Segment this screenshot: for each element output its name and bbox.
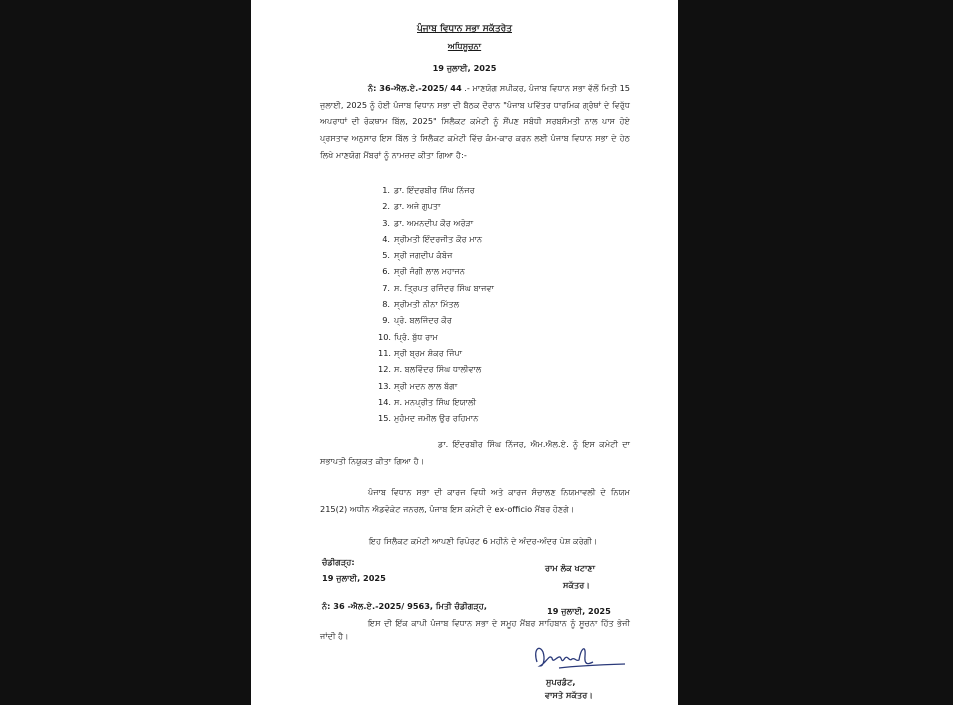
intro-paragraph: [320, 80, 630, 164]
member-item: [378, 231, 494, 247]
member-item: [378, 394, 494, 410]
member-number: 12.: [378, 364, 392, 375]
member-number: 7.: [382, 282, 390, 293]
member-list: [378, 182, 494, 426]
member-name: ਡਾ. ਅਜੇ ਗੁਪਤਾ: [394, 201, 441, 212]
member-name: ਮੁਹੰਮਦ ਜਮੀਲ ਉਰ ਰਹਿਮਾਨ: [394, 413, 479, 424]
member-name: ਪ੍ਰੋ. ਬਲਜਿੰਦਰ ਕੌਰ: [394, 315, 452, 326]
document-title: ਪੰਜਾਬ ਵਿਧਾਨ ਸਭਾ ਸਕੱਤਰੇਤ: [417, 24, 512, 34]
member-item: [378, 247, 494, 263]
document-subtitle: ਅਧਿਸੂਚਨਾ: [447, 41, 482, 51]
member-number: 4.: [382, 233, 390, 244]
member-item: [378, 345, 494, 361]
footer-date: 19 ਜੁਲਾਈ, 2025: [322, 573, 386, 583]
secretary-title: ਸਕੱਤਰ।: [563, 580, 590, 590]
member-item: [378, 296, 494, 312]
member-number: 5.: [382, 250, 390, 261]
member-number: 1.: [382, 185, 390, 195]
member-name: ਡਾ. ਇੰਦਰਬੀਰ ਸਿੰਘ ਨਿੱਜਰ: [394, 185, 475, 195]
member-number: 11.: [378, 347, 392, 358]
member-number: 9.: [382, 315, 390, 326]
member-number: 13.: [378, 380, 392, 391]
member-number: 10.: [378, 331, 392, 342]
place-label: ਚੰਡੀਗੜ੍ਹ:: [322, 557, 355, 567]
member-item: [378, 280, 494, 296]
member-item: [378, 182, 494, 198]
member-item: [378, 329, 494, 345]
report-paragraph: ਇਹ ਸਿਲੈਕਟ ਕਮੇਟੀ ਆਪਣੀ ਰਿਪੋਰਟ 6 ਮਹੀਨੇ ਦੇ ਅੰਦਰ-ਅੰਦਰ ਪੇਸ਼ ਕਰੇਗੀ।: [369, 536, 598, 546]
superintendent-label: ਸੁਪਰਡੰਟ,: [546, 677, 576, 687]
member-item: [378, 263, 494, 279]
member-name: ਸ੍ਰੀ ਬ੍ਰਮ ਸ਼ੰਕਰ ਜਿੰਪਾ: [394, 347, 463, 358]
member-number: 8.: [382, 299, 390, 310]
member-name: ਸ੍ਰੀਮਤੀ ਇੰਦਰਜੀਤ ਕੌਰ ਮਾਨ: [394, 233, 483, 244]
member-item: [378, 410, 494, 426]
member-name: ਸ. ਮਨਪ੍ਰੀਤ ਸਿੰਘ ਇਯਾਲੀ: [394, 396, 477, 407]
member-name: ਸ. ਬਲਵਿੰਦਰ ਸਿੰਘ ਧਾਲੀਵਾਲ: [394, 364, 482, 375]
notification-date: 19 ਜੁਲਾਈ, 2025: [432, 63, 497, 73]
for-secretary-label: ਵਾਸਤੇ ਸਕੱਤਰ।: [545, 690, 593, 700]
member-item: [378, 198, 494, 214]
secretary-name: ਰਾਮ ਲੋਕ ਖਟਾਣਾ: [545, 563, 596, 573]
endorsement-date: 19 ਜੁਲਾਈ, 2025: [547, 606, 611, 616]
member-name: ਸ. ਤ੍ਰਿਪਤ ਰਜਿੰਦਰ ਸਿੰਘ ਬਾਜਵਾ: [394, 282, 494, 293]
member-item: [378, 215, 494, 231]
copy-paragraph: ਇਸ ਦੀ ਇੱਕ ਕਾਪੀ ਪੰਜਾਬ ਵਿਧਾਨ ਸਭਾ ਦੇ ਸਮੂਹ ਮੈਂਬਰ ਸਾਹਿਬਾਨ ਨੂੰ ਸੂਚਨਾ ਹਿੱਤ ਭੇਜੀ ਜਾਂਦੀ ਹੈ।: [320, 618, 630, 641]
rules-paragraph: ਪੰਜਾਬ ਵਿਧਾਨ ਸਭਾ ਦੀ ਕਾਰਜ ਵਿਧੀ ਅਤੇ ਕਾਰਜ ਸੰਚਾਲਣ ਨਿਯਮਾਵਲੀ ਦੇ ਨਿਯਮ 215(2) ਅਧੀਨ ਐਡਵੋਕੇਟ ਜਨਰਲ, ਪੰਜਾਬ ਇਸ ਕਮੇਟੀ ਦੇ ex-officio ਮੈਂਬਰ ਹੋਣਗੇ।: [320, 487, 630, 514]
member-name: ਸ੍ਰੀ ਜਗਦੀਪ ਕੰਬੋਜ: [394, 250, 453, 261]
member-number: 6.: [382, 266, 390, 277]
member-name: ਡਾ. ਅਮਨਦੀਪ ਕੌਰ ਅਰੋੜਾ: [394, 217, 474, 228]
member-number: 15.: [378, 413, 392, 424]
member-name: ਸ੍ਰੀ ਜੰਗੀ ਲਾਲ ਮਹਾਜਨ: [394, 266, 465, 277]
member-item: [378, 312, 494, 328]
intro-text: .- ਮਾਣਯੋਗ ਸਪੀਕਰ, ਪੰਜਾਬ ਵਿਧਾਨ ਸਭਾ ਵੱਲੋਂ ਮਿਤੀ 15 ਜੁਲਾਈ, 2025 ਨੂੰ ਹੋਈ ਪੰਜਾਬ ਵਿਧਾਨ ਸਭਾ ਦੀ ਬੈਠਕ ਦੌਰਾਨ "ਪੰਜਾਬ ਪਵਿੱਤਰ ਧਾਰਮਿਕ ਗ੍ਰੰਥਾਂ ਦੇ ਵਿਰੁੱਧ ਅਪਰਾਧਾਂ ਦੀ ਰੋਕਥਾਮ ਬਿੱਲ, 2025" ਸਿਲੈਕਟ ਕਮੇਟੀ ਨੂੰ ਸੌਂਪਣ ਸਬੰਧੀ ਸਰਬਸੰਮਤੀ ਨਾਲ ਪਾਸ ਹੋਏ ਪ੍ਰਸਤਾਵ ਅਨੁਸਾਰ ਇਸ ਬਿੱਲ ਤੇ ਸਿਲੈਕਟ ਕਮੇਟੀ ਵਿੱਚ ਕੰਮ-ਕਾਰ ਕਰਨ ਲਈ ਪੰਜਾਬ ਵਿਧਾਨ ਸਭਾ ਦੇ ਹੇਠ ਲਿਖੇ ਮਾਣਯੋਗ ਮੈਂਬਰਾਂ ਨੂੰ ਨਾਮਜ਼ਦ ਕੀਤਾ ਗਿਆ ਹੈ:-: [320, 83, 631, 160]
chairman-paragraph: ਡਾ. ਇੰਦਰਬੀਰ ਸਿੰਘ ਨਿੱਜਰ, ਐਮ.ਐਲ.ਏ. ਨੂੰ ਇਸ ਕਮੇਟੀ ਦਾ ਸਭਾਪਤੀ ਨਿਯੁਕਤ ਕੀਤਾ ਗਿਆ ਹੈ।: [320, 439, 630, 466]
member-name: ਸ੍ਰੀਮਤੀ ਨੀਨਾ ਮਿੱਤਲ: [394, 299, 460, 310]
member-number: 14.: [378, 396, 392, 407]
member-item: [378, 378, 494, 394]
signature: [531, 640, 626, 676]
document-page: [251, 0, 678, 705]
member-item: [378, 361, 494, 377]
member-name: ਪ੍ਰਿੰ. ਬੁੱਧ ਰਾਮ: [394, 331, 438, 342]
member-number: 2.: [382, 201, 390, 212]
reference-number: ਨੰ: 36-ਐਲ.ਏ.-2025/ 44: [368, 83, 462, 93]
endorsement-reference: ਨੰ: 36 -ਐਲ.ਏ.-2025/ 9563, ਮਿਤੀ ਚੰਡੀਗੜ੍ਹ,: [322, 601, 487, 611]
member-name: ਸ੍ਰੀ ਮਦਨ ਲਾਲ ਬੱਗਾ: [394, 380, 458, 391]
member-number: 3.: [382, 217, 390, 228]
